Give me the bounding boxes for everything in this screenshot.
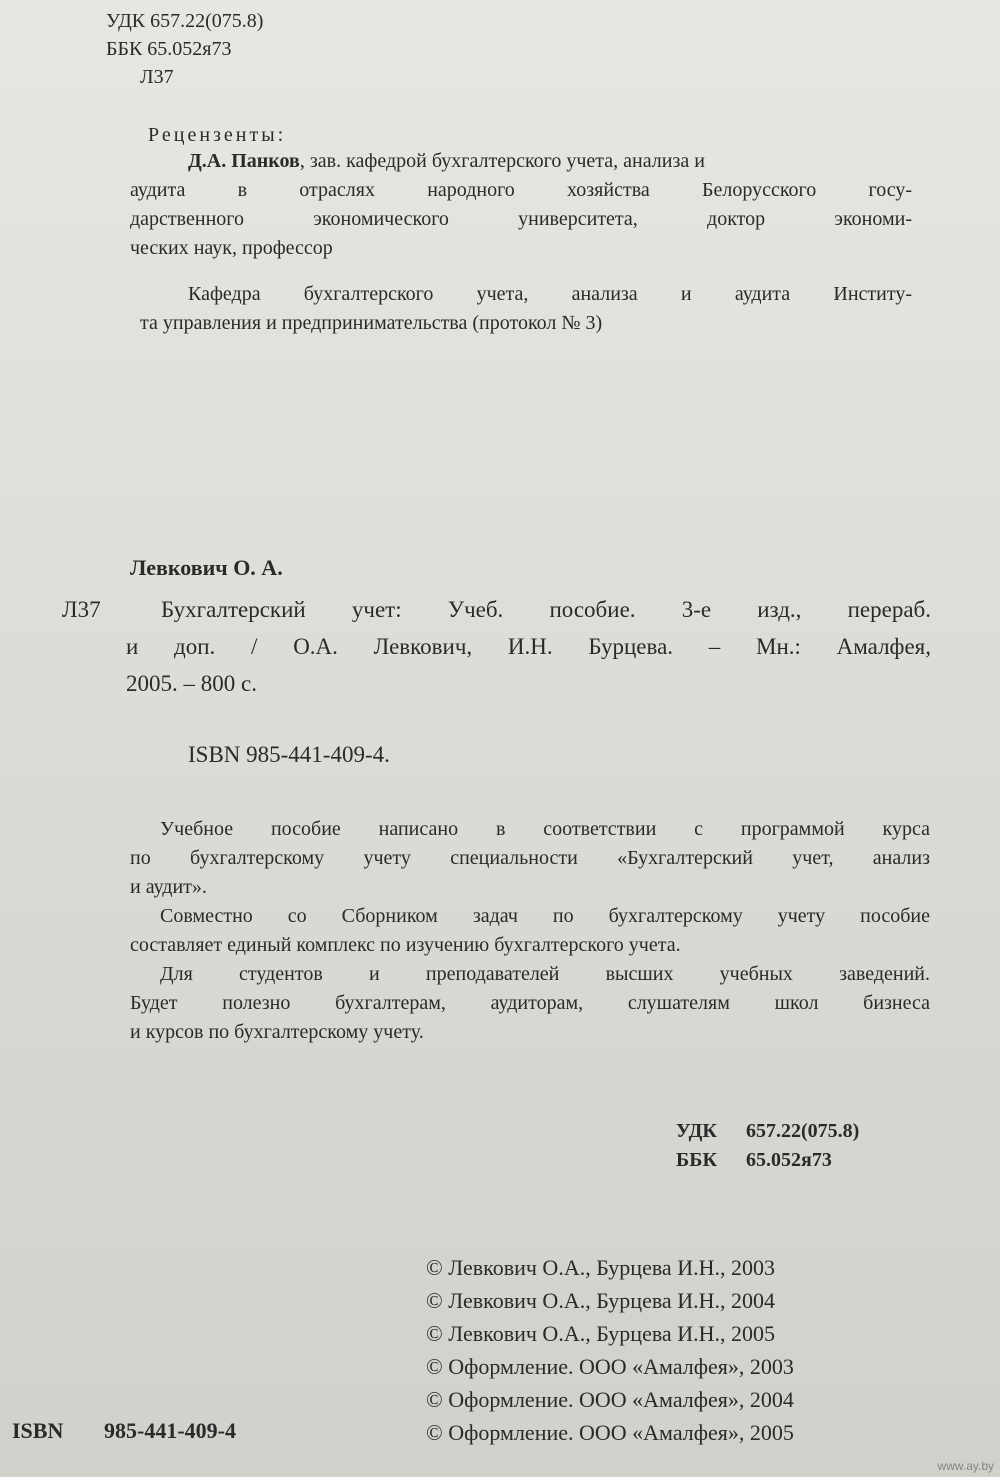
copyright-line: © Оформление. ООО «Амалфея», 2004 bbox=[426, 1387, 794, 1412]
annotation-line-1: Учебное пособие написано в соответствии с программой курса bbox=[160, 818, 930, 840]
bottom-udk-label: УДК bbox=[676, 1120, 717, 1142]
bib-line-2: и доп. / О.А. Левкович, И.Н. Бурцева. – Мн.: Амалфея, bbox=[126, 634, 931, 659]
annotation-line-8: и курсов по бухгалтерскому учету. bbox=[130, 1021, 424, 1043]
copyright-line: © Оформление. ООО «Амалфея», 2005 bbox=[426, 1420, 794, 1445]
annotation-line-7: Будет полезно бухгалтерам, аудиторам, слушателям школ бизнеса bbox=[130, 992, 930, 1014]
bib-isbn: ISBN 985-441-409-4. bbox=[188, 742, 390, 767]
annotation-line-5: составляет единый комплекс по изучению бухгалтерского учета. bbox=[130, 934, 681, 956]
reviewer-position: , зав. кафедрой бухгалтерского учета, анализа и bbox=[299, 150, 705, 172]
bottom-bbk-label: ББК bbox=[676, 1149, 717, 1171]
bib-line-3: 2005. – 800 с. bbox=[126, 671, 257, 696]
bottom-bbk-value: 65.052я73 bbox=[746, 1149, 832, 1171]
top-bbk: ББК 65.052я73 bbox=[106, 38, 232, 60]
reviewer-panko-line-4: ческих наук, профессор bbox=[130, 237, 333, 259]
top-cutter: Л37 bbox=[140, 66, 174, 88]
copyright-line: © Левкович О.А., Бурцева И.Н., 2004 bbox=[426, 1288, 775, 1313]
annotation-line-6: Для студентов и преподавателей высших учебных заведений. bbox=[160, 963, 930, 985]
reviewer-name: Д.А. Панков bbox=[188, 150, 300, 172]
footer-isbn-value: 985-441-409-4 bbox=[104, 1418, 236, 1443]
reviewer-panko-line-2: аудита в отраслях народного хозяйства Белорусского госу- bbox=[130, 179, 912, 201]
reviewers-heading: Рецензенты: bbox=[148, 124, 287, 146]
bottom-udk-value: 657.22(075.8) bbox=[746, 1120, 860, 1142]
top-udk: УДК 657.22(075.8) bbox=[106, 10, 264, 32]
footer-isbn-label: ISBN bbox=[12, 1418, 64, 1443]
copyright-line: © Оформление. ООО «Амалфея», 2003 bbox=[426, 1354, 794, 1379]
site-watermark: www.ay.by bbox=[937, 1459, 994, 1473]
copyright-line: © Левкович О.А., Бурцева И.Н., 2005 bbox=[426, 1321, 775, 1346]
annotation-line-2: по бухгалтерскому учету специальности «Бухгалтерский учет, анализ bbox=[130, 847, 930, 869]
author-heading: Левкович О. А. bbox=[130, 555, 283, 580]
reviewer-dept-line-1: Кафедра бухгалтерского учета, анализа и аудита Институ- bbox=[188, 283, 912, 305]
annotation-line-3: и аудит». bbox=[130, 876, 207, 898]
reviewer-panko-line-3: дарственного экономического университета, доктор экономи- bbox=[130, 208, 912, 230]
reviewer-dept-line-2: та управления и предпринимательства (протокол № 3) bbox=[140, 312, 603, 334]
reviewer-panko-line-1 bbox=[188, 150, 705, 173]
copyright-line: © Левкович О.А., Бурцева И.Н., 2003 bbox=[426, 1255, 775, 1280]
annotation-line-4: Совместно со Сборником задач по бухгалтерскому учету пособие bbox=[160, 905, 930, 927]
bib-line-1: Бухгалтерский учет: Учеб. пособие. 3-е изд., перераб. bbox=[161, 597, 931, 622]
bib-cutter: Л37 bbox=[62, 597, 101, 622]
